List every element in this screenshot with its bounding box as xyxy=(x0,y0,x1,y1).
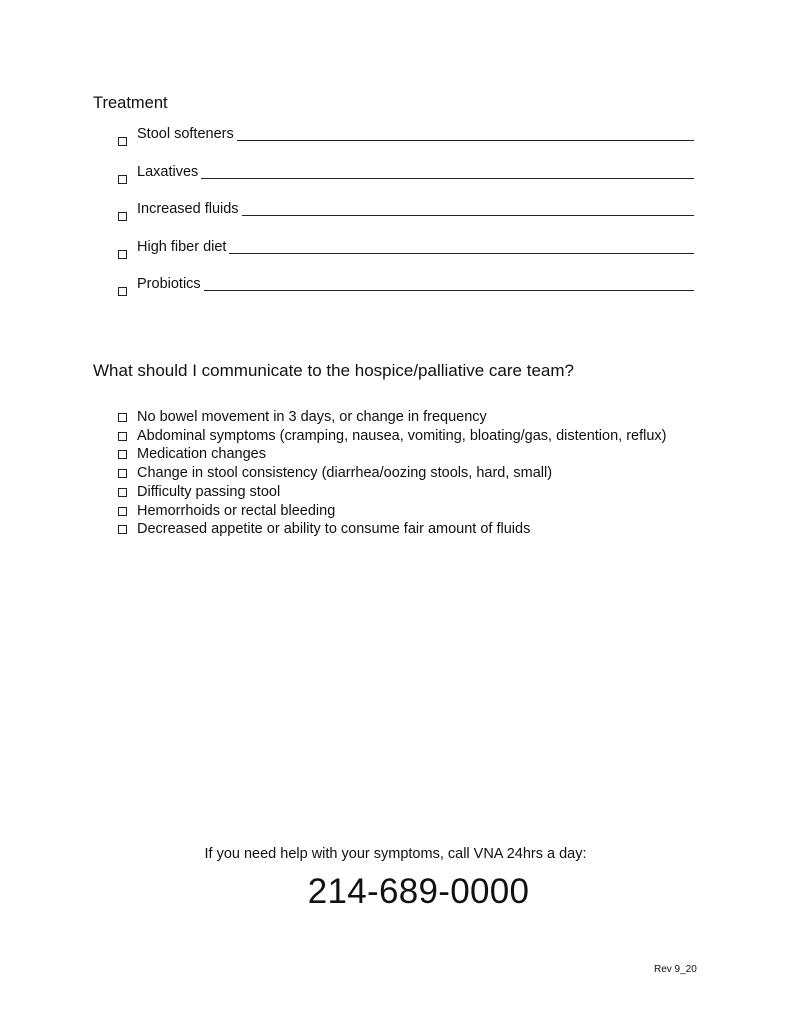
communicate-item-label: No bowel movement in 3 days, or change in frequency xyxy=(137,409,487,425)
communicate-item xyxy=(118,445,688,464)
communicate-item-label: Change in stool consistency (diarrhea/oozing stools, hard, small) xyxy=(137,465,553,482)
treatment-checklist xyxy=(118,126,694,314)
treatment-item xyxy=(118,276,694,314)
treatment-item-label: Stool softeners xyxy=(137,126,234,142)
communicate-item xyxy=(118,464,688,483)
checkbox[interactable] xyxy=(118,450,127,459)
checkbox[interactable] xyxy=(118,507,127,516)
communicate-checklist xyxy=(118,408,688,539)
write-in-line[interactable] xyxy=(237,140,694,141)
treatment-item-label: High fiber diet xyxy=(137,238,227,255)
communicate-item xyxy=(118,427,688,446)
checkbox[interactable] xyxy=(118,212,127,221)
communicate-item-label: Difficulty passing stool xyxy=(137,483,281,500)
help-text: If you need help with your symptoms, call VNA 24hrs a day: xyxy=(204,846,587,862)
communicate-item-label: Medication changes xyxy=(137,446,266,463)
communicate-item-label: Hemorrhoids or rectal bleeding xyxy=(137,502,336,519)
communicate-item xyxy=(118,502,688,521)
checkbox[interactable] xyxy=(118,469,127,478)
checkbox[interactable] xyxy=(118,525,127,534)
checkbox[interactable] xyxy=(118,432,127,441)
checkbox[interactable] xyxy=(118,250,127,259)
write-in-line[interactable] xyxy=(204,290,694,291)
communicate-heading: What should I communicate to the hospice/palliative care team? xyxy=(93,361,574,380)
write-in-line[interactable] xyxy=(229,253,694,254)
checkbox[interactable] xyxy=(118,413,127,422)
communicate-item-label: Abdominal symptoms (cramping, nausea, vomiting, bloating/gas, distention, reflux) xyxy=(137,427,667,444)
checkbox[interactable] xyxy=(118,137,127,146)
treatment-item xyxy=(118,201,694,239)
communicate-item-label: Decreased appetite or ability to consume fair amount of fluids xyxy=(137,521,531,538)
revision-label: Rev 9_20 xyxy=(654,964,697,975)
write-in-line[interactable] xyxy=(242,215,694,216)
treatment-item xyxy=(118,164,694,202)
treatment-item-label: Probiotics xyxy=(137,276,201,292)
checkbox[interactable] xyxy=(118,175,127,184)
write-in-line[interactable] xyxy=(201,178,694,179)
communicate-item xyxy=(118,408,688,427)
communicate-item xyxy=(118,483,688,502)
communicate-item xyxy=(118,520,688,539)
treatment-heading: Treatment xyxy=(93,94,168,112)
treatment-item-label: Laxatives xyxy=(137,163,199,180)
checkbox[interactable] xyxy=(118,287,127,296)
phone-number: 214-689-0000 xyxy=(307,872,530,911)
checkbox[interactable] xyxy=(118,488,127,497)
treatment-item xyxy=(118,239,694,277)
treatment-item-label: Increased fluids xyxy=(137,201,239,217)
treatment-item xyxy=(118,126,694,164)
